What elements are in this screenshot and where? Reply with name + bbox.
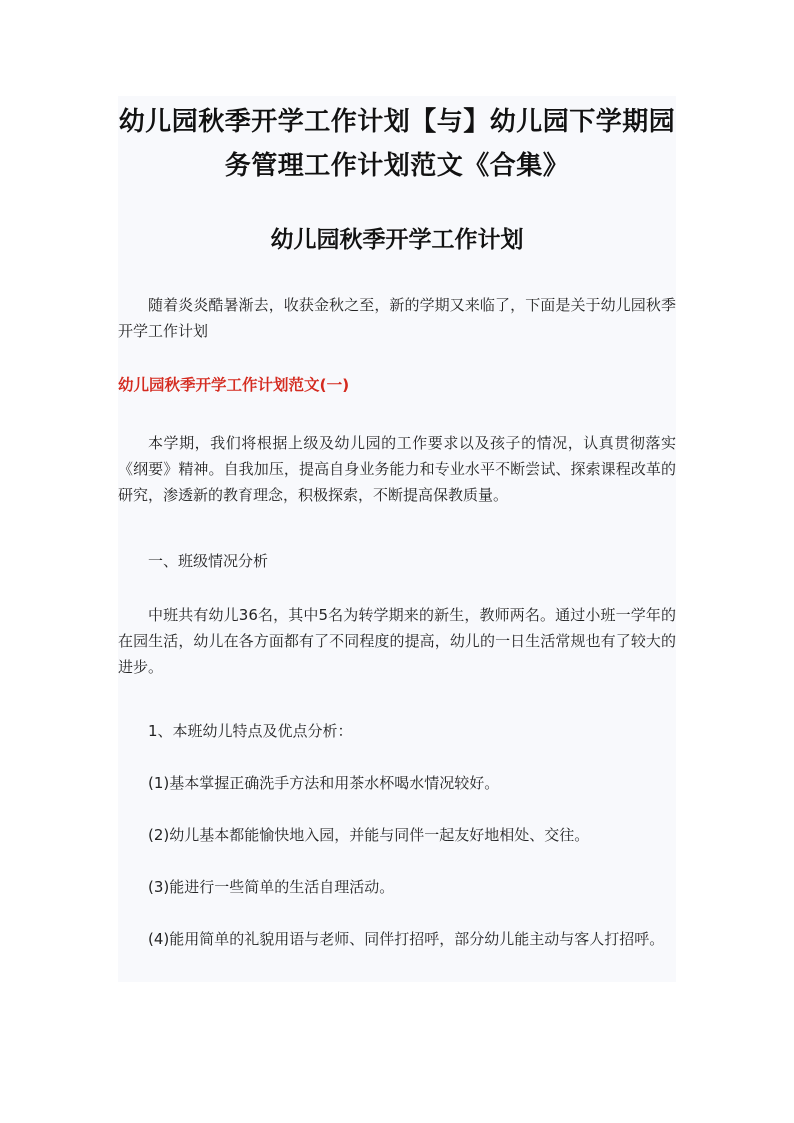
list-item: (3)能进行一些简单的生活自理活动。: [148, 878, 395, 896]
document-page: [118, 96, 676, 982]
list-heading: 1、本班幼儿特点及优点分析：: [148, 722, 353, 740]
sub-heading: 幼儿园秋季开学工作计划范文(一): [118, 376, 350, 394]
list-item: (1)基本掌握正确洗手方法和用茶水杯喝水情况较好。: [148, 774, 500, 792]
body-paragraph: 本学期，我们将根据上级及幼儿园的工作要求以及孩子的情况，认真贯彻落实《纲要》精神。自我加压，提高自身业务能力和专业水平不断尝试、探索课程改革的研究，渗透新的教育理念，积极探索，不断提高保教质量。: [118, 434, 676, 504]
list-item: (2)幼儿基本都能愉快地入园，并能与同伴一起友好地相处、交往。: [148, 826, 590, 844]
body-paragraph: 中班共有幼儿36名，其中5名为转学期来的新生，教师两名。通过小班一学年的在园生活，幼儿在各方面都有了不同程度的提高，幼儿的一日生活常规也有了较大的进步。: [118, 606, 676, 676]
list-item: (4)能用简单的礼貌用语与老师、同伴打招呼，部分幼儿能主动与客人打招呼。: [148, 930, 665, 948]
document-title: 幼儿园秋季开学工作计划【与】幼儿园下学期园务管理工作计划范文《合集》: [118, 107, 676, 181]
intro-paragraph: 随着炎炎酷暑渐去，收获金秋之至，新的学期又来临了，下面是关于幼儿园秋季开学工作计划: [118, 296, 676, 340]
section-heading-class-analysis: 一、班级情况分析: [148, 552, 269, 570]
section-title: 幼儿园秋季开学工作计划: [270, 226, 524, 253]
